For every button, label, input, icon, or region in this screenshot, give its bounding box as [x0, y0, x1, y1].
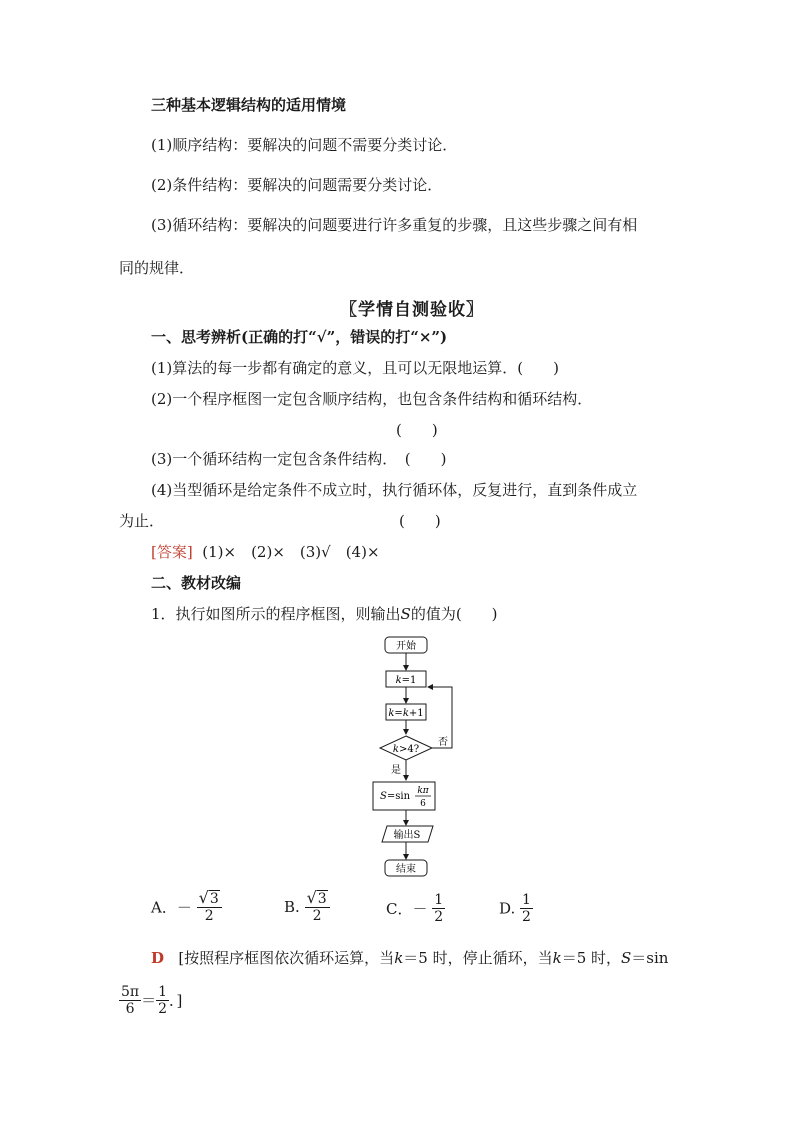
part2-heading: 二、教材改编	[151, 574, 242, 592]
flow-assign-label: S=sin	[380, 791, 411, 802]
flow-no-label: 否	[438, 737, 448, 748]
flow-init-label: k=1	[395, 675, 417, 686]
flowchart	[360, 630, 470, 880]
flow-condition-label: k>4?	[392, 744, 420, 755]
structure-item-loop-line1: (3)循环结构：要解决的问题要进行许多重复的步骤，且这些步骤之间有相	[151, 216, 638, 234]
answer-line	[151, 542, 380, 562]
question-5: 1．执行如图所示的程序框图，则输出S的值为( )	[151, 605, 498, 623]
flow-end-label: 结束	[396, 864, 416, 875]
option-b-fraction: $\frac{√3}{2}$	[305, 890, 330, 924]
solution-fraction-2: $\frac{1}{2}$	[158, 984, 168, 1017]
flow-assign-num: kπ	[417, 786, 429, 796]
solution-line2: $\frac{5\pi}{6}$ ＝ $\frac{1}{2}$ ．]	[121, 984, 183, 1017]
part1-heading: 一、思考辨析(正确的打“√”，错误的打“×”)	[151, 328, 448, 346]
structure-item-loop-line2: 同的规律．	[119, 259, 195, 277]
question-4-paren: ( )	[399, 512, 441, 530]
solution-letter: D	[151, 949, 165, 967]
flow-output-label: 输出S	[393, 830, 421, 841]
option-b: B. $\frac{√3}{2}$	[284, 890, 330, 924]
question-1: (1)算法的每一步都有确定的意义，且可以无限地运算．( )	[151, 359, 559, 377]
question-3: (3)一个循环结构一定包含条件结构． ( )	[151, 450, 447, 468]
solution-line1: D [按照程序框图依次循环运算，当k＝5 时，停止循环，当k＝5 时，S＝sin	[151, 949, 669, 967]
left-bracket-icon: 〖	[340, 300, 358, 320]
question-4-line1: (4)当型循环是给定条件不成立时，执行循环体，反复进行，直到条件成立	[151, 481, 638, 499]
right-bracket-icon: 〗	[466, 300, 484, 320]
option-d: D. $\frac{1}{2}$	[499, 892, 531, 925]
answer-text: (1)× (2)× (3)√ (4)×	[202, 543, 380, 561]
sqrt-icon: √	[198, 888, 209, 907]
option-a-fraction: $\frac{√3}{2}$	[197, 890, 222, 924]
flow-start-label: 开始	[396, 641, 416, 652]
structure-item-conditional: (2)条件结构：要解决的问题需要分类讨论．	[151, 176, 443, 194]
question-2: (2)一个程序框图一定包含顺序结构，也包含条件结构和循环结构．	[151, 390, 593, 408]
solution-fraction-1: $\frac{5\pi}{6}$	[121, 984, 140, 1017]
option-c: C．－ $\frac{1}{2}$	[386, 892, 444, 925]
sqrt-icon: √	[306, 888, 317, 907]
flow-increment-label: k=k+1	[388, 708, 424, 719]
option-a: A．－ $\frac{√3}{2}$	[151, 890, 222, 924]
structures-heading: 三种基本逻辑结构的适用情境	[151, 96, 347, 114]
option-c-fraction: $\frac{1}{2}$	[434, 892, 444, 925]
option-d-fraction: $\frac{1}{2}$	[522, 892, 531, 925]
answer-tag: [答案]	[151, 543, 193, 561]
flow-yes-label: 是	[391, 765, 401, 776]
flow-assign-den: 6	[420, 799, 426, 809]
section-title: 〖学情自测验收〗	[340, 300, 484, 320]
question-4-line2: 为止．	[119, 512, 165, 530]
structure-item-sequence: (1)顺序结构：要解决的问题不需要分类讨论．	[151, 136, 458, 154]
question-2-paren: ( )	[396, 421, 438, 439]
